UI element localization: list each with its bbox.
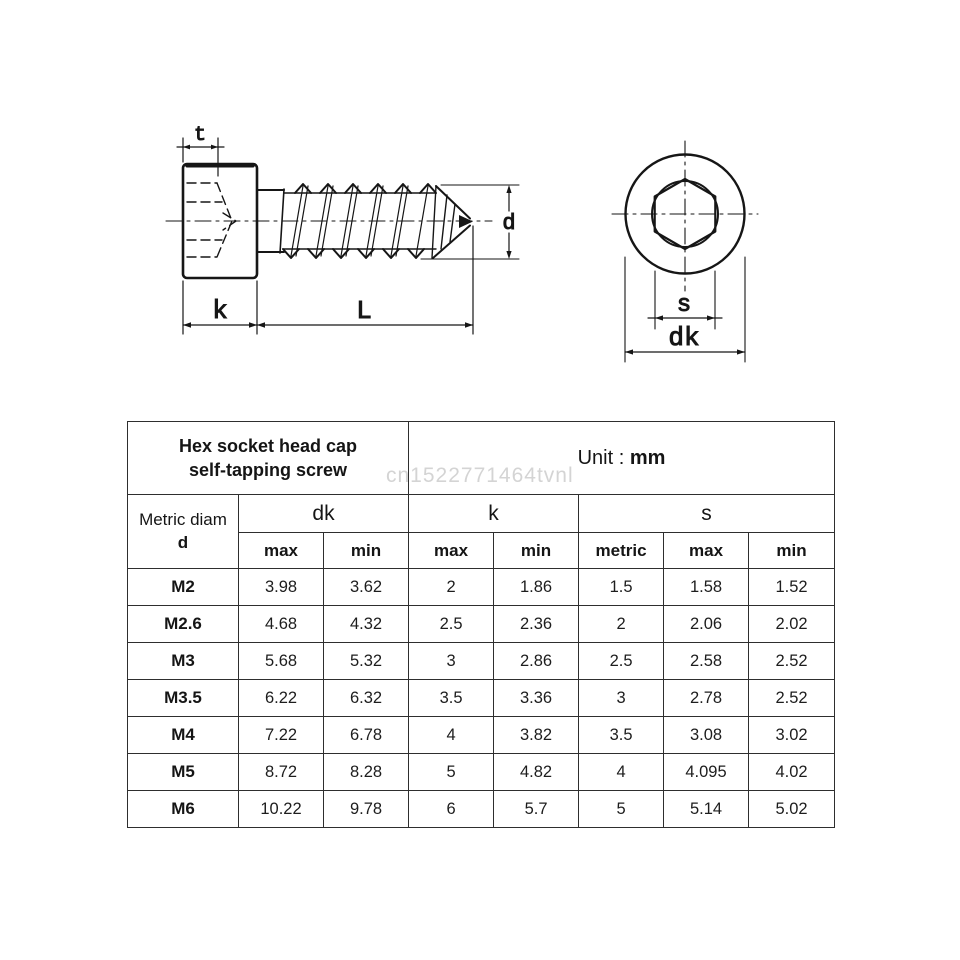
table-cell: 2.5	[579, 643, 664, 680]
table-cell: 6	[409, 791, 494, 828]
screw-top-view	[612, 141, 758, 362]
dim-label-s: s	[676, 292, 692, 319]
subheader: max	[409, 533, 494, 569]
table-row	[128, 569, 835, 606]
table-cell: 4.68	[239, 606, 324, 643]
table-row	[128, 717, 835, 754]
row-label: M5	[128, 754, 239, 791]
table-cell: 1.52	[749, 569, 835, 606]
table-cell: 1.58	[664, 569, 749, 606]
dim-label-dk: dk	[668, 323, 700, 353]
unit-prefix: Unit :	[577, 446, 625, 469]
table-cell: 6.32	[324, 680, 409, 717]
row-label: M2.6	[128, 606, 239, 643]
unit-cell	[409, 422, 835, 495]
table-cell: 8.72	[239, 754, 324, 791]
table-cell: 2.86	[494, 643, 579, 680]
row-header-cell	[128, 495, 239, 569]
table-cell: 2.06	[664, 606, 749, 643]
table-cell: 5	[409, 754, 494, 791]
table-cell: 3.5	[579, 717, 664, 754]
table-row	[128, 606, 835, 643]
table-row	[128, 643, 835, 680]
dim-label-k: k	[212, 296, 228, 326]
row-label: M6	[128, 791, 239, 828]
spec-table	[127, 421, 835, 828]
row-label: M3	[128, 643, 239, 680]
table-cell: 3.82	[494, 717, 579, 754]
table-cell: 5	[579, 791, 664, 828]
table-cell: 3	[409, 643, 494, 680]
table-cell: 1.5	[579, 569, 664, 606]
table-cell: 5.7	[494, 791, 579, 828]
table-cell: 2.78	[664, 680, 749, 717]
table-cell: 4.02	[749, 754, 835, 791]
unit-value: mm	[629, 446, 666, 469]
group-header-k: k	[409, 495, 579, 533]
table-cell: 5.02	[749, 791, 835, 828]
table-cell: 3.02	[749, 717, 835, 754]
technical-drawing	[0, 0, 960, 430]
table-cell: 4.82	[494, 754, 579, 791]
group-header-s: s	[579, 495, 835, 533]
row-header-line2: d	[177, 532, 189, 552]
table-cell: 3.98	[239, 569, 324, 606]
table-cell: 2.02	[749, 606, 835, 643]
subheader: metric	[579, 533, 664, 569]
table-cell: 3.08	[664, 717, 749, 754]
table-cell: 5.14	[664, 791, 749, 828]
table-cell: 4	[409, 717, 494, 754]
table-title-line1: Hex socket head cap	[178, 435, 358, 456]
dim-label-L: L	[356, 296, 372, 326]
group-header-dk: dk	[239, 495, 409, 533]
table-row	[128, 791, 835, 828]
screw-side-view	[166, 124, 519, 334]
table-cell: 5.68	[239, 643, 324, 680]
subheader: min	[749, 533, 835, 569]
table-cell: 9.78	[324, 791, 409, 828]
table-cell: 10.22	[239, 791, 324, 828]
table-cell: 3	[579, 680, 664, 717]
subheader: max	[664, 533, 749, 569]
table-cell: 1.86	[494, 569, 579, 606]
table-cell: 6.22	[239, 680, 324, 717]
table-cell: 2.52	[749, 643, 835, 680]
table-cell: 2.58	[664, 643, 749, 680]
table-cell: 2	[409, 569, 494, 606]
table-cell: 4.32	[324, 606, 409, 643]
table-cell: 4.095	[664, 754, 749, 791]
row-label: M2	[128, 569, 239, 606]
table-row	[128, 754, 835, 791]
table-cell: 4	[579, 754, 664, 791]
subheader: min	[324, 533, 409, 569]
table-cell: 2.52	[749, 680, 835, 717]
table-cell: 2.5	[409, 606, 494, 643]
table-cell: 2.36	[494, 606, 579, 643]
table-cell: 6.78	[324, 717, 409, 754]
subheader: max	[239, 533, 324, 569]
table-title	[128, 422, 409, 495]
table-row	[128, 680, 835, 717]
row-label: M3.5	[128, 680, 239, 717]
row-label: M4	[128, 717, 239, 754]
dim-label-t: t	[193, 124, 207, 147]
table-cell: 2	[579, 606, 664, 643]
table-title-line2: self-tapping screw	[188, 460, 348, 480]
table-cell: 3.62	[324, 569, 409, 606]
watermark-text: cn1522771464tvnl	[386, 464, 574, 487]
table-cell: 5.32	[324, 643, 409, 680]
dim-label-d: d	[502, 211, 516, 236]
screw-point	[432, 186, 473, 258]
table-cell: 7.22	[239, 717, 324, 754]
table-cell: 3.5	[409, 680, 494, 717]
table-cell: 8.28	[324, 754, 409, 791]
centerlines	[612, 141, 758, 291]
hidden-socket-lines	[187, 183, 236, 257]
subheader: min	[494, 533, 579, 569]
row-header-line1: Metric diam	[139, 510, 227, 530]
table-cell: 3.36	[494, 680, 579, 717]
